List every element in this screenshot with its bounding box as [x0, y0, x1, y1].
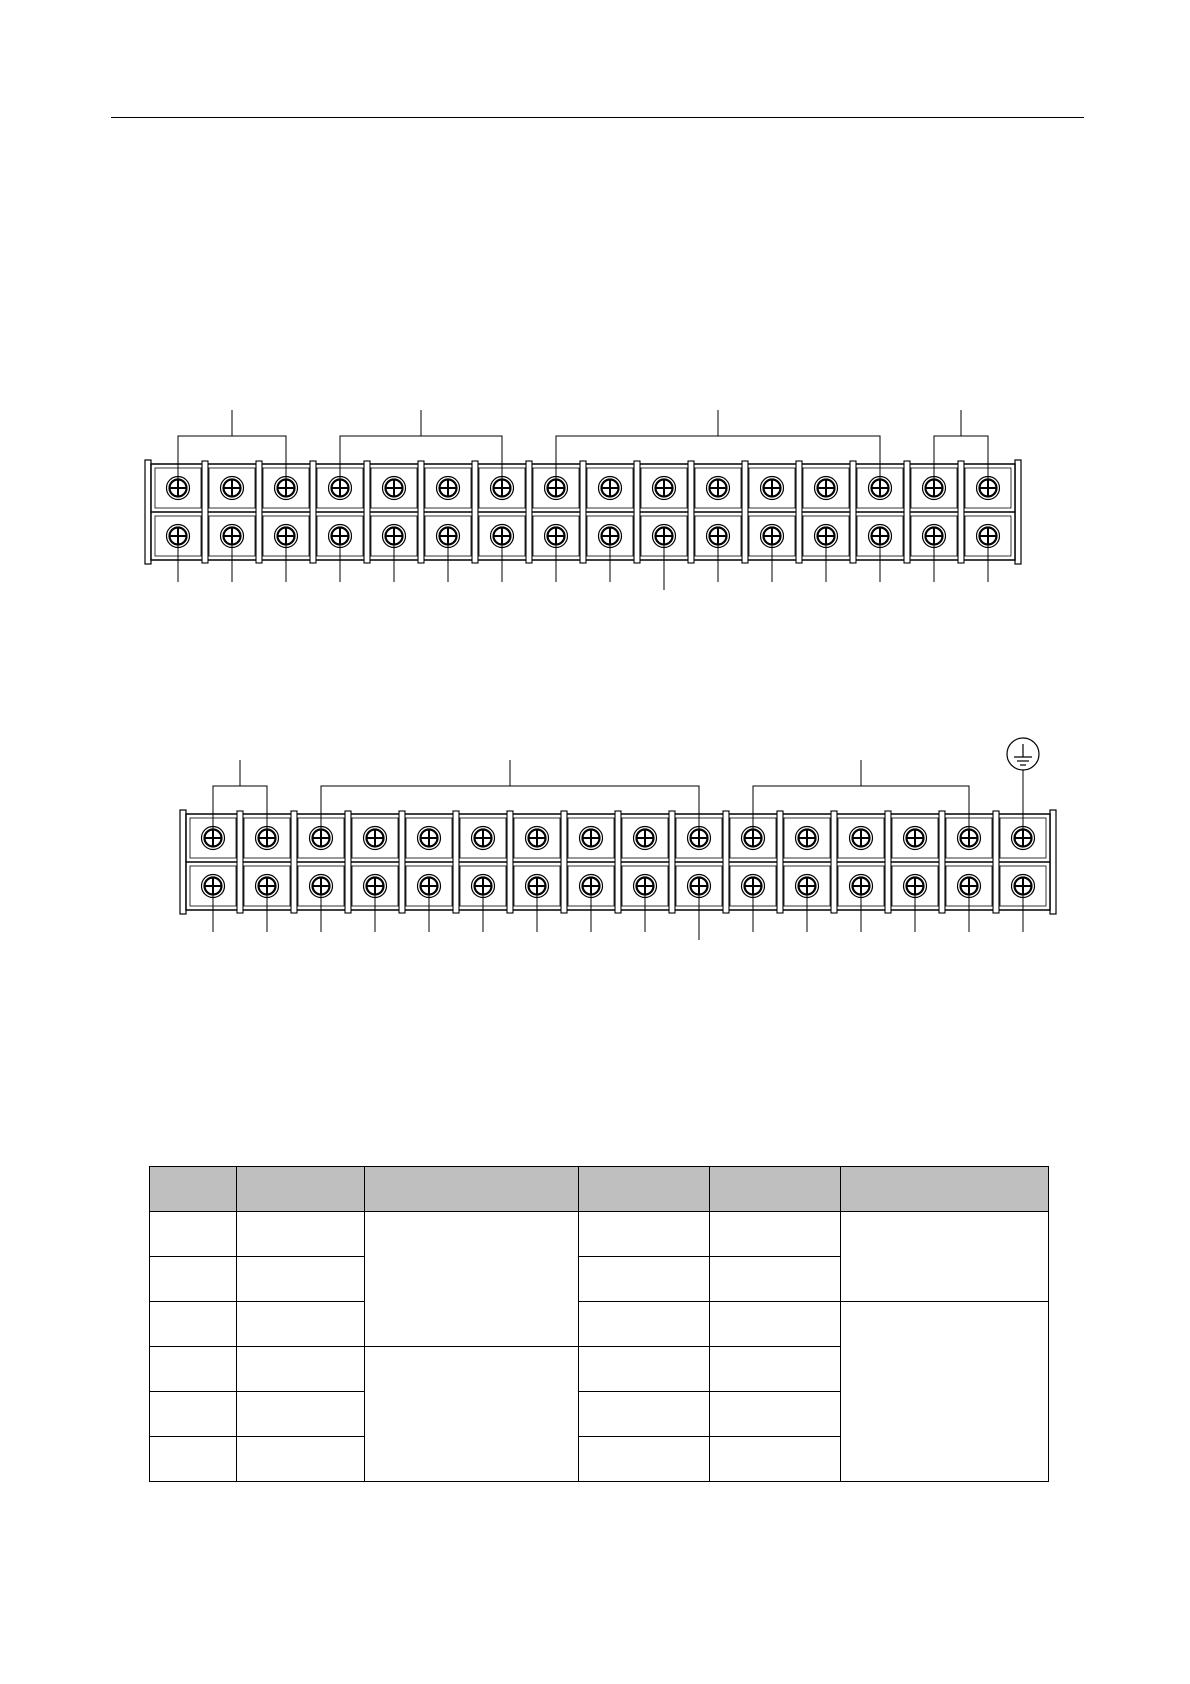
table-cell — [237, 1392, 365, 1437]
screw-icon — [383, 477, 406, 500]
terminal-barrier — [904, 461, 910, 563]
table-cell — [150, 1212, 237, 1257]
screw-icon — [653, 477, 676, 500]
table-cell — [579, 1347, 710, 1392]
terminal-barrier — [634, 461, 640, 563]
table-cell — [150, 1437, 237, 1482]
terminal-barrier — [310, 461, 316, 563]
terminal-block-upper-svg — [0, 400, 1190, 610]
screw-icon — [850, 827, 873, 850]
table-cell — [710, 1437, 841, 1482]
terminal-barrier — [453, 811, 459, 913]
end-cap-right — [1050, 810, 1056, 914]
table-cell — [237, 1437, 365, 1482]
terminal-barrier — [777, 811, 783, 913]
table-header-cell — [579, 1167, 710, 1212]
end-cap-right — [1015, 460, 1021, 564]
table-cell-merged — [841, 1212, 1049, 1302]
table-cell-merged — [365, 1347, 579, 1482]
table-cell — [710, 1257, 841, 1302]
table-cell — [710, 1347, 841, 1392]
terminal-barrier — [418, 461, 424, 563]
terminal-barrier — [939, 811, 945, 913]
terminal-block-lower-svg — [0, 730, 1190, 960]
table-cell — [579, 1257, 710, 1302]
screw-icon — [418, 827, 441, 850]
table-cell-merged — [841, 1302, 1049, 1482]
terminal-barrier — [885, 811, 891, 913]
end-cap-left — [145, 460, 151, 564]
screw-icon — [437, 477, 460, 500]
terminal-barrier — [796, 461, 802, 563]
terminal-barrier — [472, 461, 478, 563]
table-cell — [710, 1302, 841, 1347]
table-cell — [237, 1347, 365, 1392]
table-cell — [579, 1437, 710, 1482]
terminal-block-diagram-lower — [0, 730, 1190, 960]
terminal-block-diagram-upper — [0, 400, 1190, 610]
table-cell — [579, 1302, 710, 1347]
screw-icon — [364, 827, 387, 850]
table-cell — [237, 1212, 365, 1257]
terminal-barrier — [507, 811, 513, 913]
table-header-cell — [365, 1167, 579, 1212]
table-cell — [150, 1392, 237, 1437]
terminal-barrier — [526, 461, 532, 563]
screw-icon — [221, 477, 244, 500]
terminal-barrier — [615, 811, 621, 913]
table-cell — [579, 1392, 710, 1437]
terminal-barrier — [291, 811, 297, 913]
terminal-barrier — [364, 461, 370, 563]
terminal-barrier — [742, 461, 748, 563]
screw-icon — [707, 477, 730, 500]
table-cell — [237, 1257, 365, 1302]
screw-icon — [526, 827, 549, 850]
terminal-barrier — [688, 461, 694, 563]
end-cap-left — [180, 810, 186, 914]
table-cell — [150, 1302, 237, 1347]
table-header-cell — [710, 1167, 841, 1212]
table-header-cell — [150, 1167, 237, 1212]
table-row — [150, 1212, 1049, 1257]
terminal-barrier — [399, 811, 405, 913]
terminal-barrier — [561, 811, 567, 913]
table-cell — [710, 1212, 841, 1257]
header-rule — [111, 117, 1084, 118]
table-header-cell — [841, 1167, 1049, 1212]
terminal-barrier — [256, 461, 262, 563]
screw-icon — [796, 827, 819, 850]
table-cell — [150, 1347, 237, 1392]
screw-icon — [599, 477, 622, 500]
screw-icon — [761, 477, 784, 500]
terminal-barrier — [202, 461, 208, 563]
protective-earth-icon — [1007, 738, 1039, 770]
table-cell-merged — [365, 1212, 579, 1347]
table-cell — [579, 1212, 710, 1257]
terminal-barrier — [723, 811, 729, 913]
table-cell — [150, 1257, 237, 1302]
screw-icon — [815, 477, 838, 500]
terminal-barrier — [958, 461, 964, 563]
terminal-barrier — [345, 811, 351, 913]
screw-icon — [634, 827, 657, 850]
terminal-assignment-table — [149, 1166, 1049, 1482]
screw-icon — [580, 827, 603, 850]
screw-icon — [472, 827, 495, 850]
table-cell — [710, 1392, 841, 1437]
table-row — [150, 1302, 1049, 1347]
screw-icon — [904, 827, 927, 850]
terminal-barrier — [669, 811, 675, 913]
terminal-barrier — [831, 811, 837, 913]
terminal-barrier — [993, 811, 999, 913]
table-header-row — [150, 1167, 1049, 1212]
terminal-barrier — [850, 461, 856, 563]
table-header-cell — [237, 1167, 365, 1212]
terminal-barrier — [237, 811, 243, 913]
terminal-barrier — [580, 461, 586, 563]
table-cell — [237, 1302, 365, 1347]
